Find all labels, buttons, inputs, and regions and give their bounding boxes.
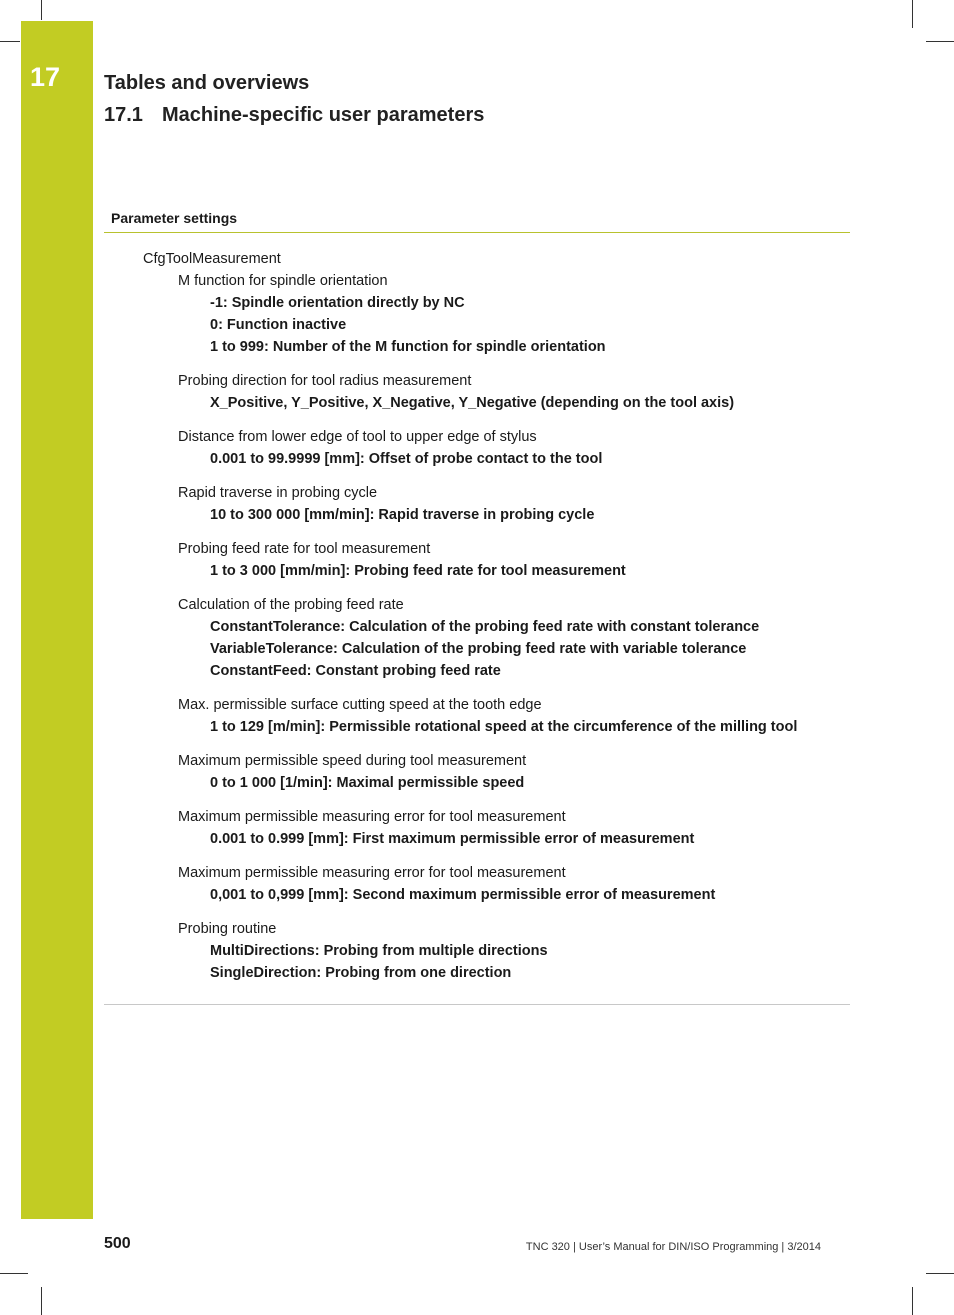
parameter-group bbox=[104, 806, 850, 850]
parameter-group bbox=[104, 270, 850, 358]
root-parameter: CfgToolMeasurement bbox=[143, 251, 281, 267]
parameter-label: Calculation of the probing feed rate bbox=[178, 597, 404, 613]
section-title-text: Machine-specific user parameters bbox=[162, 104, 485, 126]
parameter-group bbox=[104, 694, 850, 738]
parameter-group bbox=[104, 750, 850, 794]
parameter-label: M function for spindle orientation bbox=[178, 273, 388, 289]
parameter-label: Max. permissible surface cutting speed at the tooth edge bbox=[178, 697, 542, 713]
parameter-option: 0.001 to 0.999 [mm]: First maximum permissible error of measurement bbox=[210, 831, 695, 847]
crop-mark bbox=[926, 41, 954, 42]
parameter-option: 1 to 3 000 [mm/min]: Probing feed rate for tool measurement bbox=[210, 563, 626, 579]
parameter-group bbox=[104, 426, 850, 470]
chapter-title: Tables and overviews bbox=[104, 72, 310, 94]
parameter-label: Distance from lower edge of tool to upper edge of stylus bbox=[178, 429, 537, 445]
section-number: 17.1 bbox=[104, 104, 143, 126]
crop-mark bbox=[912, 1287, 913, 1315]
parameter-label: Maximum permissible measuring error for tool measurement bbox=[178, 865, 566, 881]
parameter-option: 0: Function inactive bbox=[210, 317, 347, 333]
chapter-sidebar bbox=[21, 21, 93, 1219]
crop-mark bbox=[41, 0, 42, 20]
chapter-number: 17 bbox=[30, 62, 61, 92]
crop-mark bbox=[926, 1273, 954, 1274]
parameter-group bbox=[104, 862, 850, 906]
parameter-option: 1 to 999: Number of the M function for spindle orientation bbox=[210, 339, 606, 355]
footer-text: TNC 320 | User’s Manual for DIN/ISO Programming | 3/2014 bbox=[525, 1241, 821, 1253]
parameter-option: MultiDirections: Probing from multiple directions bbox=[210, 943, 548, 959]
divider bbox=[104, 1004, 850, 1005]
parameter-option: 0 to 1 000 [1/min]: Maximal permissible speed bbox=[210, 775, 525, 791]
parameter-group bbox=[104, 482, 850, 526]
crop-mark bbox=[41, 1287, 42, 1315]
parameter-label: Maximum permissible measuring error for tool measurement bbox=[178, 809, 566, 825]
parameter-group bbox=[104, 918, 850, 984]
parameter-option: 10 to 300 000 [mm/min]: Rapid traverse in probing cycle bbox=[210, 507, 595, 523]
divider bbox=[104, 232, 850, 233]
parameter-option: X_Positive, Y_Positive, X_Negative, Y_Negative (depending on the tool axis) bbox=[210, 395, 735, 411]
parameter-group bbox=[104, 594, 850, 682]
parameter-label: Rapid traverse in probing cycle bbox=[178, 485, 378, 501]
crop-mark bbox=[912, 0, 913, 28]
parameter-group bbox=[104, 370, 850, 414]
parameter-option: VariableTolerance: Calculation of the probing feed rate with variable tolerance bbox=[210, 641, 747, 657]
parameter-option: SingleDirection: Probing from one direction bbox=[210, 965, 512, 981]
parameter-settings-heading: Parameter settings bbox=[111, 210, 238, 226]
parameter-label: Maximum permissible speed during tool measurement bbox=[178, 753, 527, 769]
page-number: 500 bbox=[104, 1235, 131, 1252]
crop-mark bbox=[0, 1273, 28, 1274]
parameter-option: ConstantTolerance: Calculation of the probing feed rate with constant tolerance bbox=[210, 619, 760, 635]
parameter-label: Probing routine bbox=[178, 921, 277, 937]
parameter-label: Probing feed rate for tool measurement bbox=[178, 541, 431, 557]
parameter-option: -1: Spindle orientation directly by NC bbox=[210, 295, 465, 311]
parameter-option: ConstantFeed: Constant probing feed rate bbox=[210, 663, 501, 679]
parameter-option: 0.001 to 99.9999 [mm]: Offset of probe contact to the tool bbox=[210, 451, 603, 467]
parameter-label: Probing direction for tool radius measurement bbox=[178, 373, 472, 389]
parameter-option: 0,001 to 0,999 [mm]: Second maximum permissible error of measurement bbox=[210, 887, 716, 903]
parameter-group bbox=[104, 538, 850, 582]
parameter-groups bbox=[104, 270, 850, 984]
parameter-option: 1 to 129 [m/min]: Permissible rotational speed at the circumference of the milling tool bbox=[210, 719, 798, 735]
parameter-list bbox=[104, 248, 850, 996]
section-title bbox=[104, 104, 484, 127]
crop-mark bbox=[0, 41, 20, 42]
